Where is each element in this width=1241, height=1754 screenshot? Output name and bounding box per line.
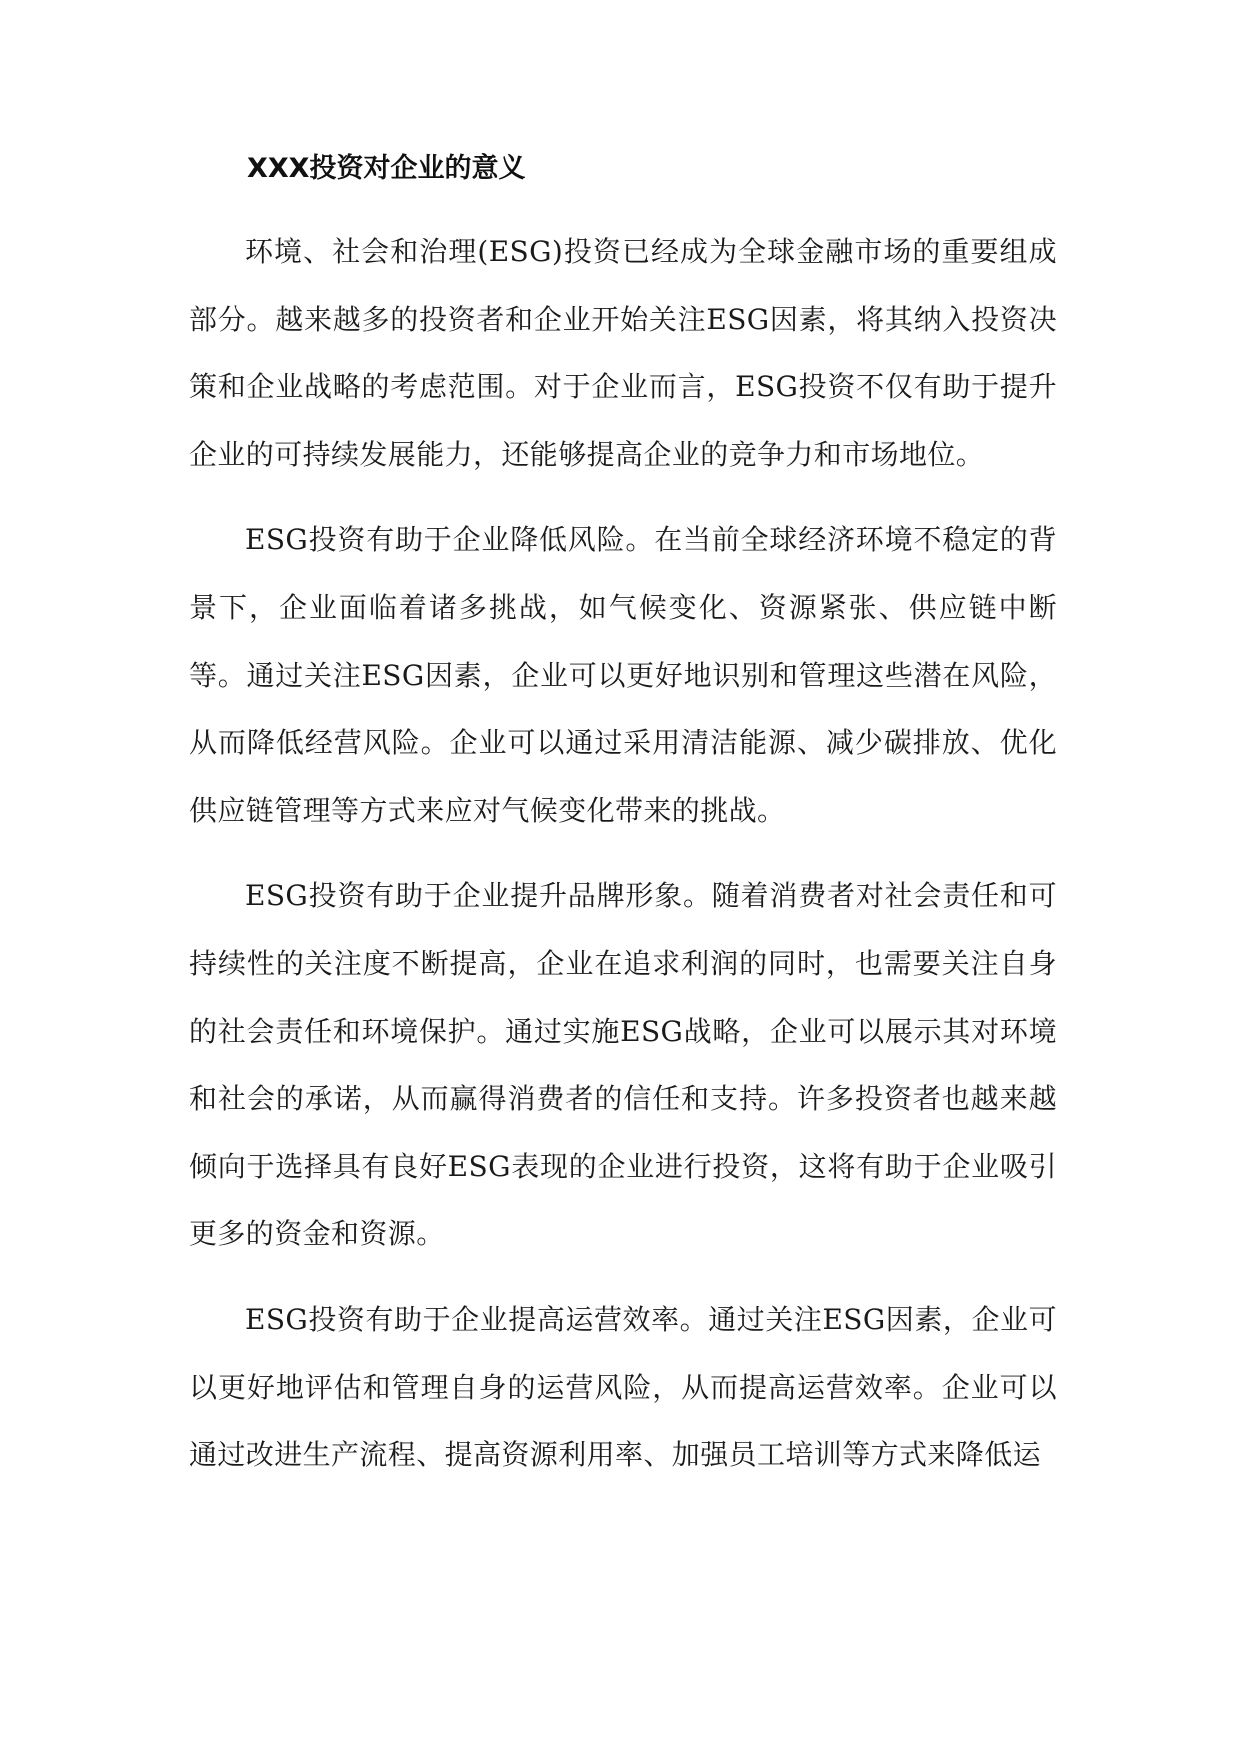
paragraph-operational-efficiency: ESG投资有助于企业提高运营效率。通过关注ESG因素，企业可以更好地评估和管理自身的运营风险，从而提高运营效率。企业可以通过改进生产流程、提高资源利用率、加强员工培训等方式来降低运 bbox=[189, 1302, 1057, 1472]
paragraph-reduce-risk: ESG投资有助于企业降低风险。在当前全球经济环境不稳定的背景下，企业面临着诸多挑战，如气候变化、资源紧张、供应链中断等。通过关注ESG因素，企业可以更好地识别和管理这些潜在风险，从而降低经营风险。企业可以通过采用清洁能源、减少碳排放、优化供应链管理等方式来应对气候变化带来的挑战。 bbox=[189, 523, 1057, 827]
paragraph-esg-overview: 环境、社会和治理(ESG)投资已经成为全球金融市场的重要组成部分。越来越多的投资者和企业开始关注ESG因素，将其纳入投资决策和企业战略的考虑范围。对于企业而言，ESG投资不仅有助于提升企业的可持续发展能力，还能够提高企业的竞争力和市场地位。 bbox=[189, 235, 1057, 471]
document-body bbox=[189, 218, 1057, 1507]
document-title: XXX投资对企业的意义 bbox=[247, 153, 526, 184]
paragraph-brand-image: ESG投资有助于企业提升品牌形象。随着消费者对社会责任和可持续性的关注度不断提高，企业在追求利润的同时，也需要关注自身的社会责任和环境保护。通过实施ESG战略，企业可以展示其对环境和社会的承诺，从而赢得消费者的信任和支持。许多投资者也越来越倾向于选择具有良好ESG表现的企业进行投资，这将有助于企业吸引更多的资金和资源。 bbox=[189, 879, 1057, 1251]
